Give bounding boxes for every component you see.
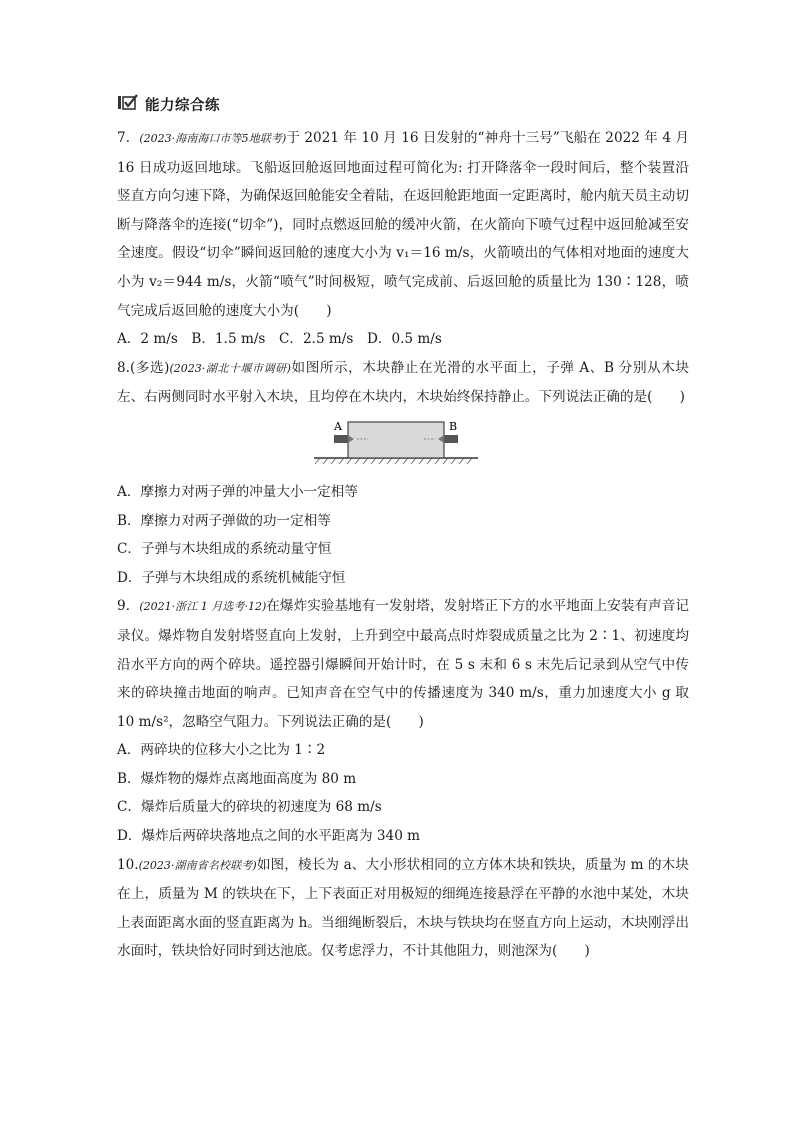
option-d: D．爆炸后两碎块落地点之间的水平距离为 340 m <box>117 828 421 845</box>
question-source: (2021·浙江 1 月选考·12) <box>139 600 267 614</box>
question-9 <box>117 592 689 736</box>
check-box-icon <box>117 93 139 115</box>
question-number: 10. <box>117 856 139 873</box>
question-source: (2023·海南海口市等5地联考) <box>139 132 287 145</box>
question-7 <box>117 124 689 325</box>
option-a: A．摩擦力对两子弹的冲量大小一定相等 <box>117 483 358 500</box>
option-b: B．爆炸物的爆炸点离地面高度为 80 m <box>117 770 357 787</box>
question-number: 9． <box>117 598 140 615</box>
label-a: A <box>334 419 342 433</box>
wood-block <box>348 422 444 458</box>
section-header <box>117 93 220 115</box>
option-a: A．两碎块的位移大小之比为 1∶2 <box>117 742 326 759</box>
section-title: 能力综合练 <box>145 97 220 114</box>
question-tag: (多选) <box>129 359 170 376</box>
option-c: C．子弹与木块组成的系统动量守恒 <box>117 541 332 558</box>
question-text: 如图所示，木块静止在光滑的水平面上，子弹 A、B 分别从木块左、右两侧同时水平射入木块，且均停在木块内，木块始终保持静止。下列说法正确的是( ) <box>117 359 689 406</box>
question-text: 在爆炸实验基地有一发射塔，发射塔正下方的水平地面上安装有声音记录仪。爆炸物自发射塔竖直向上发射，上升到空中最高点时炸裂成质量之比为 2∶1、初速度均沿水平方向的两个碎块。遥控器引爆瞬间开始计时，在 5 s 末和 6 s 末先后记录到从空气中传来的碎块撞击地面的响声。已知声音在空气中的传播速度为 340 m/s，重力加速度大小 g 取 10 m/s²，忽略空气阻力。下列说法正确的是( ) <box>117 598 690 730</box>
label-b: B <box>449 419 458 433</box>
question-list <box>117 124 689 966</box>
question-10 <box>117 851 689 966</box>
question-7-options: A．2 m/s B．1.5 m/s C．2.5 m/s D．0.5 m/s <box>117 331 442 348</box>
option-d: D．子弹与木块组成的系统机械能守恒 <box>117 569 346 586</box>
option-c: C．爆炸后质量大的碎块的初速度为 68 m/s <box>117 799 382 816</box>
question-number: 7． <box>117 130 140 146</box>
question-source: (2023·湖北十堰市调研) <box>169 361 291 375</box>
block-bullets-figure <box>117 416 689 472</box>
option-b: B．摩擦力对两子弹做的功一定相等 <box>117 512 331 529</box>
question-number: 8. <box>117 359 130 376</box>
question-source: (2023·湖南省名校联考) <box>138 858 257 872</box>
question-8 <box>117 354 689 412</box>
question-text: 如图，棱长为 a、大小形状相同的立方体木块和铁块，质量为 m 的木块在上，质量为 M 的铁块在下，上下表面正对用极短的细绳连接悬浮在平静的水池中某处，木块上表面距离水面的竖直距离为 h。当细绳断裂后，木块与铁块均在竖直方向上运动，木块刚浮出水面时，铁块恰好同时到达池底。仅考虑浮力，不计其他阻力，则池深为( ) <box>117 856 689 960</box>
question-text: 于 2021 年 10 月 16 日发射的“神舟十三号”飞船在 2022 年 4 月 16 日成功返回地球。飞船返回舱返回地面过程可简化为: 打开降落伞一段时间后，整个装置沿竖直方向匀速下降，为确保返回舱能安全着陆，在返回舱距地面一定距离时，舱内航天员主动切断与降落伞的连接(“切伞”)，同时点燃返回舱的缓冲火箭，在火箭向下喷气过程中返回舱减至安全速度。假设“切伞”瞬间返回舱的速度大小为 v₁＝16 m/s，火箭喷出的气体相对地面的速度大小为 v₂＝944 m/s，火箭“喷气”时间极短，喷气完成前、后返回舱的质量比为 130∶128，喷气完成后返回舱的速度大小为( ) <box>117 130 689 319</box>
